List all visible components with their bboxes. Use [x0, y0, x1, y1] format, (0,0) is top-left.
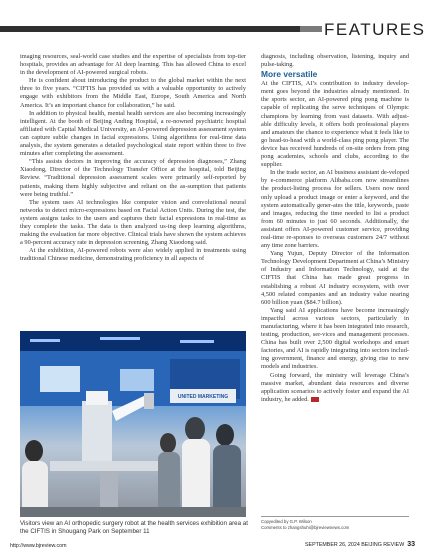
- page-number: 33: [407, 541, 415, 548]
- banner-text: UNITED MARKETING: [177, 394, 229, 400]
- footer-issue: [305, 541, 415, 548]
- article-column-left: [20, 53, 246, 263]
- paragraph: The system uses AI technologies like computer vision and convolutional neural networks to detect micro-expressions based on Facial Action Units. During the test, the system assigns tasks to the users and captures their facial expressions in real-time as they complete the tasks. The data is then analyzed us-ing deep learning algorithms, making the evaluation far more objective. Clinical trials have shown the system achieves a 90-percent accuracy rate in depression screening, Zhang Xiaodong said.: [20, 198, 246, 247]
- header-rule: [0, 26, 300, 32]
- copyeditor-credit: Copyedited by G.P. Wilson: [261, 519, 312, 524]
- paragraph: In the trade sector, an AI business assistant de-veloped by e-commerce platform Alibaba.com now streamlines the product-listing process for sellers. Users now need only upload a product image or enter a keyword, and the system automatically gener-ates the title, keywords, paste and images, reducing the time needed to list a product from 60 minutes to just 60 seconds. Additionally, the assistant offers AI-powered customer service, providing real-time re-sponses to overseas customers 24/7 without any time zone barriers.: [261, 169, 409, 250]
- exhibition-photo: [20, 331, 246, 517]
- photo-caption: Visitors view an AI orthopedic surgery robot at the health services exhibition area at the CIFTIS in Shougang Park on September 11: [20, 520, 248, 535]
- comments-contact: Comments to zhangshuhi@bjreviewnews.com: [261, 525, 350, 530]
- end-mark-icon: [311, 397, 319, 402]
- paragraph-text: Going forward, the ministry will leverage China’s massive market, abundant data resources and diverse application scenarios to actively foster and expand the AI industry, he added.: [261, 371, 409, 403]
- issue-line: SEPTEMBER 26, 2024 BEIJING REVIEW: [305, 542, 405, 548]
- photo-illustration: [20, 331, 246, 517]
- credit-divider: [261, 516, 409, 517]
- paragraph: [261, 372, 409, 404]
- paragraph: “This assists doctors in improving the accuracy of depression diagnoses,” Zhang Xiaodong, Director of the Technology Transfer Office at the hospital, told Beijing Review. “Traditional depression assessment scales were primarily self-reported by patients, making them highly subjective and reliant on the as-sumption that patients were being truthful.”: [20, 158, 246, 198]
- section-subheading: More versatile: [261, 69, 318, 80]
- paragraph: At the exhibition, AI-powered robots were also widely applied in treatments using traditional Chinese medicine, demonstrating proficiency in all aspects of: [20, 247, 246, 263]
- article-column-right: [261, 53, 409, 404]
- paragraph: In addition to physical health, mental health services are also becoming increasingly intelligent. At the booth of Beijing Anding Hospital, a re-nowned psychiatric hospital affiliated with Capital Medical University, an AI-powered depression assessment system can capture subtle changes in facial expressions. Using algorithms for real-time data analysis, the system generates a detailed psychological state report within three to five minutes after completing the assessment.: [20, 109, 246, 158]
- paragraph: Yang said AI applications have become increasingly impactful across various sectors, particularly in manufacturing, where it has been integrated into research, testing, production, ser-vices and management processes. China has built over 2,500 digital workshops and smart factories, and AI is rapidly integrating into sectors includ-ing government, finance and energy, giving rise to new models and industries.: [261, 306, 409, 371]
- paragraph: diagnosis, including observation, listening, inquiry and pulse-taking.: [261, 53, 409, 69]
- header-rule-accent: [300, 26, 322, 32]
- footer-url[interactable]: http://www.bjreview.com: [10, 543, 67, 549]
- credits: [261, 519, 411, 531]
- paragraph: At the CIFTIS, AI’s contribution to industry develop-ment goes beyond the industries already mentioned. In the sports sector, an AI-powered ping pong machine is capable of replicating the serve techniques of Olympic champions by learning from vast datasets. With adjust-able difficulty levels, it offers both professional players and amateurs the chance to experience what it feels like to go head-to-head with a world-class ping pong player. The device has received hundreds of on-site orders from ping pong academies, schools and clubs, according to the supplier.: [261, 80, 409, 169]
- paragraph: He is confident about introducing the product to the global market within the next three to five years. “CIFTIS has provided us with a valuable opportunity to actively engage with exhibitors from the Middle East, Europe, South America and North America. It’s an important chance for collaboration,” he said.: [20, 77, 246, 109]
- paragraph: Yang Yujun, Deputy Director of the Information Technology Development Department at China’s Ministry of Industry and Information Technology, said at the CIFTIS that China has made great progress in establishing a robust AI industry ecosystem, with over 4,500 related companies and an industry value nearing 600 billion yuan ($84.7 billion).: [261, 250, 409, 306]
- paragraph: imaging resources, seal-world case studies and the expertise of specialists from top-tier hospitals, provides an advantage for AI deep learning. This has allowed China to excel in the development of AI-powered surgical robots.: [20, 53, 246, 77]
- section-title: FEATURES: [324, 20, 426, 39]
